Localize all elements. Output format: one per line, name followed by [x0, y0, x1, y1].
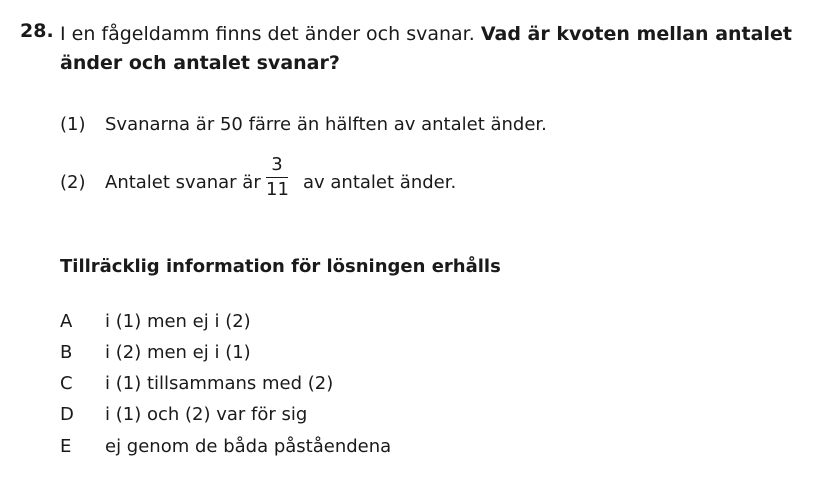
- statement-number: (1): [60, 114, 86, 135]
- statement-number: (2): [60, 172, 86, 193]
- statement-text-before: Antalet svanar är: [105, 172, 261, 193]
- statement-text-after: av antalet änder.: [303, 172, 457, 193]
- question-text-bold: Vad är kvoten mellan antalet änder och antalet svanar?: [60, 23, 792, 74]
- question-number: 28.: [20, 20, 54, 42]
- option-text: i (2) men ej i (1): [105, 342, 251, 363]
- option-letter: D: [60, 404, 74, 425]
- option-text: i (1) men ej i (2): [105, 311, 251, 332]
- fraction-numerator: 3: [271, 154, 283, 175]
- option-text: i (1) tillsammans med (2): [105, 373, 334, 394]
- fraction: [266, 154, 288, 201]
- option-letter: C: [60, 373, 73, 394]
- subheading: Tillräcklig information för lösningen erhålls: [60, 256, 501, 277]
- fraction-denominator: 11: [266, 179, 289, 200]
- option-letter: B: [60, 342, 73, 363]
- option-letter: E: [60, 436, 72, 457]
- statement-text: Svanarna är 50 färre än hälften av antalet änder.: [105, 114, 547, 135]
- option-letter: A: [60, 311, 73, 332]
- option-text: i (1) och (2) var för sig: [105, 404, 308, 425]
- question-text-plain: I en fågeldamm finns det änder och svanar.: [60, 23, 475, 45]
- question-text: [60, 20, 830, 78]
- fraction-bar: [266, 177, 288, 178]
- option-text: ej genom de båda påståendena: [105, 436, 392, 457]
